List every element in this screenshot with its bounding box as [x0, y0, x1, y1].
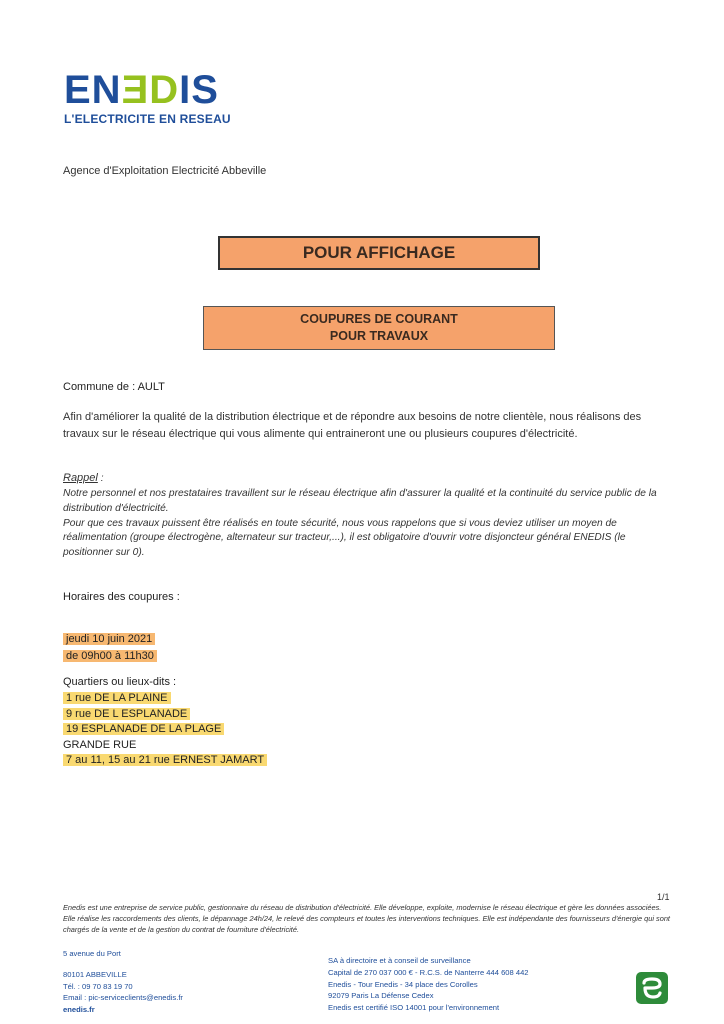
website-link[interactable]: enedis.fr [63, 1005, 95, 1015]
enedis-logo [64, 70, 219, 110]
rappel-paragraph-2: Pour que ces travaux puissent être réalisés en toute sécurité, nous vous rappelons que si vous deviez utiliser un moyen de réalimentation (groupe électrogène, alternateur sur tracteur,...), il est obligatoire d'ouvrir votre disjoncteur général ENEDIS (le positionner sur 0). [63, 517, 626, 559]
list-item: 9 rue DE L ESPLANADE [63, 708, 190, 720]
phone-number: Tél. : 09 70 83 19 70 [63, 981, 133, 991]
outage-time: de 09h00 à 11h30 [63, 650, 157, 662]
list-item: GRANDE RUE [63, 738, 137, 751]
notice-box-subtitle [203, 306, 555, 350]
footer-legal-text: Enedis est une entreprise de service public, gestionnaire du réseau de distribution d'électricité. Elle développe, exploite, modernise le réseau électrique et gère les données associées. Elle réalise les raccordements des clients, le dépannage 24h/24, le relevé des compteurs et toutes les interventions techniques. Elle est indépendante des fournisseurs d'énergie qui sont chargés de la vente et de la gestion du contrat de fourniture d'électricité. [63, 903, 670, 935]
notice-title: POUR AFFICHAGE [302, 243, 456, 262]
corp-line-2: Capital de 270 037 000 € - R.C.S. de Nanterre 444 608 442 [328, 967, 529, 977]
rappel-title: Rappel [63, 472, 98, 484]
rappel-section [63, 471, 673, 561]
outage-schedule [63, 631, 157, 664]
subtitle-line-2: POUR TRAVAUX [329, 329, 429, 343]
corp-line-5: Enedis est certifié ISO 14001 pour l'environnement [328, 1003, 500, 1013]
footer-address [63, 948, 183, 1016]
subtitle-line-1: COUPURES DE COURANT [300, 312, 458, 327]
rappel-colon: : [97, 473, 104, 484]
list-item: 19 ESPLANADE DE LA PLAGE [63, 723, 224, 735]
logo-part-mid: ƎD [121, 68, 180, 112]
outage-date: jeudi 10 juin 2021 [63, 633, 155, 645]
corp-line-4: 92079 Paris La Défense Cedex [328, 991, 434, 1001]
horaires-label: Horaires des coupures : [63, 591, 180, 603]
logo-part-is: IS [179, 68, 219, 112]
rappel-paragraph-1: Notre personnel et nos prestataires travaillent sur le réseau électrique afin d'assurer la qualité et la continuité du service public de la distribution d'électricité. [63, 487, 657, 514]
intro-paragraph: Afin d'améliorer la qualité de la distribution électrique et de répondre aux besoins de notre clientèle, nous réalisons des travaux sur le réseau électrique qui vous alimente qui entraineront une ou plusieurs coupures d'électricité. [63, 411, 642, 440]
footer-corporate-info [328, 955, 529, 1014]
agency-name: Agence d'Exploitation Electricité Abbeville [63, 165, 267, 177]
corp-line-1: SA à directoire et à conseil de surveillance [328, 956, 471, 965]
address-city: 80101 ABBEVILLE [63, 969, 127, 979]
logo-part-en: EN [64, 68, 122, 112]
logo-tagline: L'ELECTRICITE EN RESEAU [64, 112, 231, 126]
corp-line-3: Enedis - Tour Enedis - 34 place des Corolles [328, 979, 478, 989]
quartiers-label: Quartiers ou lieux-dits : [63, 676, 177, 688]
page-number: 1/1 [657, 892, 670, 902]
address-street: 5 avenue du Port [63, 949, 121, 958]
list-item: 7 au 11, 15 au 21 rue ERNEST JAMART [63, 754, 267, 766]
quartiers-list [63, 691, 267, 769]
commune-line: Commune de : AULT [63, 381, 165, 393]
list-item: 1 rue DE LA PLAINE [63, 692, 171, 704]
enedis-mini-logo-icon [636, 972, 668, 1004]
notice-box-title [218, 236, 540, 270]
email-address[interactable]: Email : pic-serviceclients@enedis.fr [63, 993, 183, 1003]
